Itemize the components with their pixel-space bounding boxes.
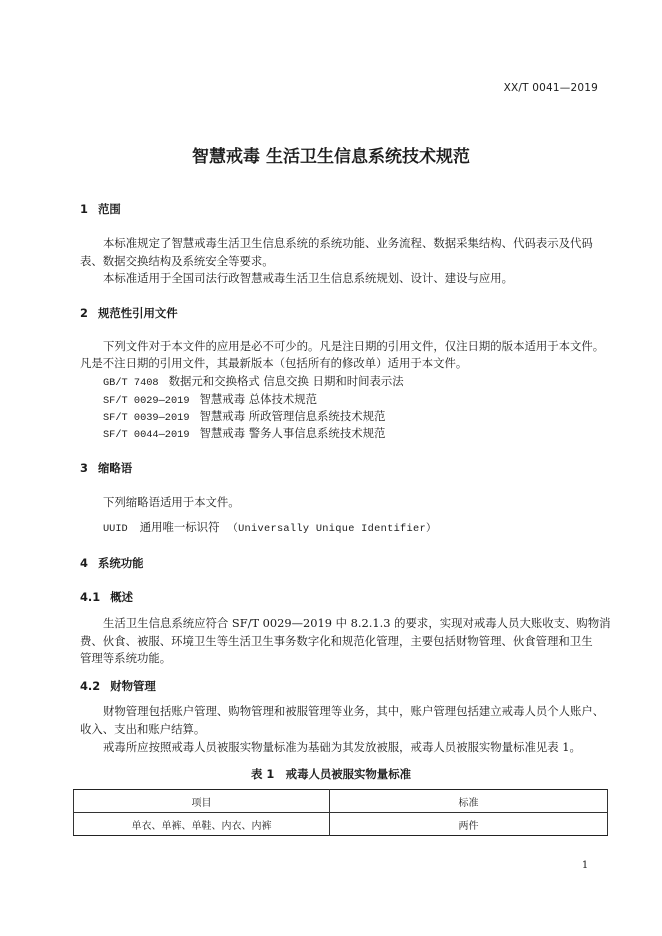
document-code-header: XX/T 0041—2019 [503, 82, 598, 94]
references-paragraph-line: 凡是不注日期的引用文件，其最新版本（包括所有的修改单）适用于本文件。 [80, 356, 468, 370]
subsection-heading-property-management [80, 679, 480, 694]
section-number: 1 [80, 202, 88, 216]
subsection-heading-overview [80, 590, 480, 605]
reference-code: SF/T 0029—2019 [103, 395, 190, 407]
abbreviation-name: 通用唯一标识符 [139, 520, 220, 534]
subsection-title: 财物管理 [110, 679, 156, 693]
section-number: 2 [80, 306, 88, 320]
reference-entry [103, 392, 612, 407]
table-caption: 表 1 戒毒人员被服实物量标准 [251, 767, 411, 781]
property-paragraph-line: 戒毒所应按照戒毒人员被服实物量标准为基础为其发放被服，戒毒人员被服实物量标准见表 1。 [103, 740, 581, 754]
subsection-number: 4.2 [80, 679, 101, 693]
section-heading-system-functions [80, 556, 480, 571]
reference-title: 智慧戒毒 警务人事信息系统技术规范 [199, 426, 386, 440]
abbreviations-intro: 下列缩略语适用于本文件。 [103, 495, 240, 509]
section-title: 缩略语 [97, 461, 133, 475]
subsection-number: 4.1 [80, 590, 101, 604]
overview-paragraph-line: 生活卫生信息系统应符合 SF/T 0029—2019 中 8.2.1.3 的要求，实现对戒毒人员大账收支、购物消 [103, 616, 611, 630]
section-heading-normative-references [80, 306, 480, 321]
reference-entry [103, 374, 612, 389]
scope-paragraph-line: 本标准适用于全国司法行政智慧戒毒生活卫生信息系统规划、设计、建设与应用。 [103, 271, 514, 285]
property-paragraph-line: 收入、支出和账户结算。 [80, 722, 206, 736]
reference-entry [103, 426, 612, 441]
abbreviation-term: UUID [103, 523, 128, 535]
clothing-standard-table [73, 789, 608, 836]
reference-title: 数据元和交换格式 信息交换 日期和时间表示法 [168, 374, 404, 388]
property-paragraph-line: 财物管理包括账户管理、购物管理和被服管理等业务，其中，账户管理包括建立戒毒人员个人账户、 [103, 704, 605, 718]
section-heading-abbreviations [80, 461, 480, 476]
reference-title: 智慧戒毒 所政管理信息系统技术规范 [199, 409, 386, 423]
references-paragraph-line: 下列文件对于本文件的应用是必不可少的。凡是注日期的引用文件，仅注日期的版本适用于本文件。 [103, 339, 605, 353]
table-header-item: 项目 [74, 790, 330, 813]
document-title: 智慧戒毒 生活卫生信息系统技术规范 [192, 147, 470, 167]
page-number: 1 [581, 860, 589, 871]
reference-code: GB/T 7408 [103, 377, 159, 389]
scope-paragraph-line: 表、数据交换结构及系统安全等要求。 [80, 254, 274, 268]
abbreviation-entry [103, 520, 612, 535]
reference-code: SF/T 0039—2019 [103, 412, 190, 424]
section-title: 范围 [97, 202, 121, 216]
reference-entry [103, 409, 612, 424]
abbreviation-english: （Universally Unique Identifier） [227, 523, 437, 535]
reference-code: SF/T 0044—2019 [103, 429, 190, 441]
table-header-standard: 标准 [330, 790, 608, 813]
overview-paragraph-line: 管理等系统功能。 [80, 651, 172, 665]
table-row [74, 813, 608, 836]
table-cell-standard: 两件 [458, 820, 479, 832]
section-number: 4 [80, 556, 88, 570]
table-header-row [74, 790, 608, 813]
section-title: 系统功能 [97, 556, 144, 570]
reference-title: 智慧戒毒 总体技术规范 [199, 392, 318, 406]
table-cell-item: 单衣、单裤、单鞋、内衣、内裤 [74, 813, 330, 836]
section-heading-scope [80, 202, 480, 217]
overview-paragraph-line: 费、伙食、被服、环境卫生等生活卫生事务数字化和规范化管理，主要包括财物管理、伙食管理和卫生 [80, 634, 593, 648]
section-number: 3 [80, 461, 88, 475]
subsection-title: 概述 [110, 590, 133, 604]
section-title: 规范性引用文件 [97, 306, 178, 320]
scope-paragraph-line: 本标准规定了智慧戒毒生活卫生信息系统的系统功能、业务流程、数据采集结构、代码表示及代码 [103, 236, 593, 250]
